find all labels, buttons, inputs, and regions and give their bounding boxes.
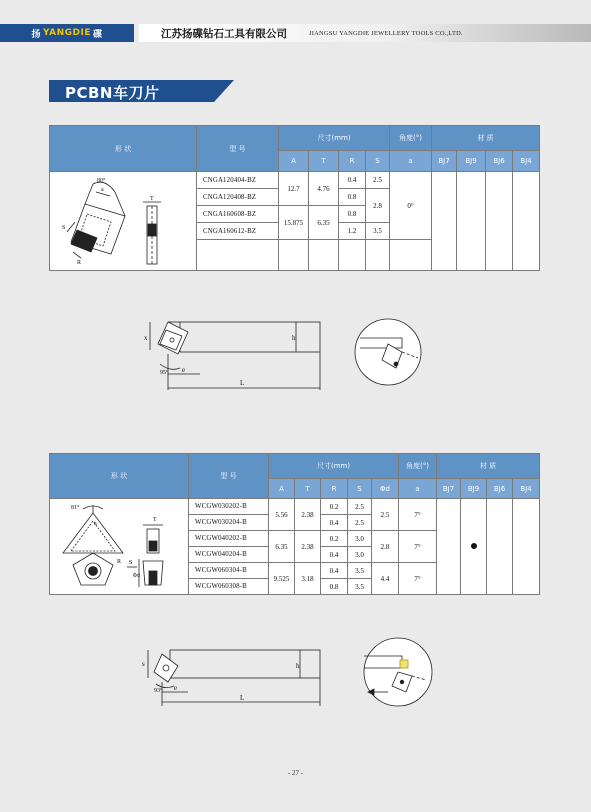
- cell-bj7: [432, 172, 457, 271]
- sub-header-bj6: BJ6: [487, 479, 513, 499]
- cell-r: 0.8: [339, 206, 366, 223]
- cell-d: 2.5: [372, 499, 399, 531]
- dim-h-label: h: [296, 662, 300, 670]
- dim-angle-label: 95°: [160, 370, 169, 376]
- cell-bj4: [513, 172, 540, 271]
- sub-header-bj9: BJ9: [461, 479, 487, 499]
- cell-r: 0.2: [321, 499, 348, 515]
- col-header-angle: 角度(°): [390, 126, 432, 151]
- empty-cell: [366, 240, 390, 271]
- dim-e-label: e: [182, 366, 186, 374]
- table-row-model: CNGA120408-BZ: [197, 189, 279, 206]
- table-row-model: CNGA120404-BZ: [197, 172, 279, 189]
- table-row-model: CNGA160612-BZ: [197, 223, 279, 240]
- r-label: R: [117, 558, 122, 565]
- company-name-cn: 江苏扬碟钻石工具有限公司: [161, 27, 287, 40]
- dim-angle-label: 93°: [154, 688, 163, 694]
- a-label: a: [101, 187, 104, 193]
- sub-header-d: Φd: [372, 479, 399, 499]
- dim-e-label: e: [174, 684, 178, 692]
- cell-s: 2.8: [366, 189, 390, 223]
- dim-h-label: h: [292, 334, 296, 342]
- cell-bj6: [487, 499, 513, 595]
- cell-angle: 7°: [399, 499, 437, 531]
- cell-r: 0.4: [321, 547, 348, 563]
- sub-header-r: R: [339, 151, 366, 172]
- cell-angle: 7°: [399, 531, 437, 563]
- cell-r: 0.2: [321, 531, 348, 547]
- a-label: a: [94, 520, 97, 527]
- cell-s: 3.0: [348, 531, 372, 547]
- cell-a: 12.7: [279, 172, 309, 206]
- cell-d: 4.4: [372, 563, 399, 595]
- brand-name: YANGDIE: [42, 28, 91, 38]
- table-row-model: WCGW060304-B: [189, 563, 269, 579]
- cell-a: 5.56: [269, 499, 295, 531]
- r-label: R: [77, 260, 82, 266]
- t-label: T: [150, 196, 154, 202]
- cell-s: 2.5: [348, 515, 372, 531]
- table-row-model: WCGW030204-B: [189, 515, 269, 531]
- d-label: Φd: [133, 572, 141, 579]
- cell-bj7: [437, 499, 461, 595]
- cell-s: 3.0: [348, 547, 372, 563]
- table-row-model: WCGW030202-B: [189, 499, 269, 515]
- cnga-insert-drawing: [53, 172, 193, 268]
- dim-l-label: L: [240, 694, 245, 702]
- insert-shape-figure: [50, 172, 197, 271]
- toolholder-drawing-2: [140, 636, 440, 718]
- sub-header-angle-a: a: [399, 479, 437, 499]
- cell-s: 3.5: [366, 223, 390, 240]
- sub-header-a: A: [269, 479, 295, 499]
- cell-angle: 7°: [399, 563, 437, 595]
- cell-t: 4.76: [309, 172, 339, 206]
- angle-label: 81°: [71, 504, 80, 511]
- sub-header-s: S: [366, 151, 390, 172]
- sub-header-s: S: [348, 479, 372, 499]
- cell-t: 2.38: [295, 531, 321, 563]
- empty-cell: [279, 240, 309, 271]
- cell-t: 2.38: [295, 499, 321, 531]
- table-row-model: CNGA160608-BZ: [197, 206, 279, 223]
- wcgw-spec-table: [49, 453, 540, 595]
- empty-cell: [197, 240, 279, 271]
- cell-bj9: [461, 499, 487, 595]
- dim-s-label: s: [142, 660, 145, 668]
- col-header-model: 型 号: [189, 454, 269, 499]
- cnga-spec-table: [49, 125, 540, 271]
- angle-label: 80°: [97, 178, 106, 184]
- sub-header-bj4: BJ4: [513, 479, 540, 499]
- material-available-dot: [471, 543, 477, 549]
- cell-a: 15.875: [279, 206, 309, 240]
- cell-a: 9.525: [269, 563, 295, 595]
- brand-logo: [0, 24, 134, 42]
- cell-bj4: [513, 499, 540, 595]
- section-title: [49, 80, 234, 102]
- col-header-dims: 尺寸(mm): [279, 126, 390, 151]
- cell-s: 3.5: [348, 563, 372, 579]
- col-header-shape: 形 状: [50, 126, 197, 172]
- page-header: [0, 0, 591, 42]
- sub-header-bj6: BJ6: [486, 151, 513, 172]
- sub-header-bj7: BJ7: [432, 151, 457, 172]
- col-header-material: 材 质: [432, 126, 540, 151]
- s-label: S: [129, 559, 133, 566]
- cell-bj9: [457, 172, 486, 271]
- dim-x-label: x: [144, 334, 148, 342]
- sub-header-bj4: BJ4: [513, 151, 540, 172]
- cell-r: 1.2: [339, 223, 366, 240]
- col-header-angle: 角度(°): [399, 454, 437, 479]
- cell-t: 3.18: [295, 563, 321, 595]
- s-label: S: [62, 225, 66, 231]
- col-header-material: 材 质: [437, 454, 540, 479]
- insert-shape-figure: [50, 499, 189, 595]
- brand-prefix: 扬: [31, 29, 41, 40]
- cell-s: 3.5: [348, 579, 372, 595]
- cell-d: 2.8: [372, 531, 399, 563]
- cell-r: 0.4: [321, 563, 348, 579]
- page-number: - 27 -: [287, 769, 304, 777]
- brand-suffix: 碟: [93, 29, 103, 40]
- col-header-shape: 形 状: [50, 454, 189, 499]
- col-header-dims: 尺寸(mm): [269, 454, 399, 479]
- cell-s: 2.5: [348, 499, 372, 515]
- sub-header-r: R: [321, 479, 348, 499]
- empty-cell: [390, 240, 432, 271]
- empty-cell: [309, 240, 339, 271]
- t-label: T: [153, 516, 157, 523]
- sub-header-angle-a: a: [390, 151, 432, 172]
- cell-a: 6.35: [269, 531, 295, 563]
- sub-header-t: T: [295, 479, 321, 499]
- section-title-text: PCBN车刀片: [65, 84, 160, 102]
- header-bar: [139, 24, 591, 42]
- dim-l-label: L: [240, 379, 245, 387]
- cell-bj6: [486, 172, 513, 271]
- cell-r: 0.4: [321, 515, 348, 531]
- cell-r: 0.4: [339, 172, 366, 189]
- sub-header-t: T: [309, 151, 339, 172]
- company-name-en: JIANGSU YANGDIE JEWELLERY TOOLS CO.,LTD.: [309, 29, 463, 37]
- table-row-model: WCGW040204-B: [189, 547, 269, 563]
- cell-r: 0.8: [339, 189, 366, 206]
- sub-header-a: A: [279, 151, 309, 172]
- toolholder-drawing-1: [140, 312, 440, 408]
- cell-t: 6.35: [309, 206, 339, 240]
- sub-header-bj7: BJ7: [437, 479, 461, 499]
- table-row-model: WCGW060308-B: [189, 579, 269, 595]
- cell-s: 2.5: [366, 172, 390, 189]
- sub-header-bj9: BJ9: [457, 151, 486, 172]
- empty-cell: [339, 240, 366, 271]
- wcgw-insert-drawing: [53, 501, 185, 591]
- cell-angle: 0°: [390, 172, 432, 240]
- table-row-model: WCGW040202-B: [189, 531, 269, 547]
- cell-r: 0.8: [321, 579, 348, 595]
- col-header-model: 型 号: [197, 126, 279, 172]
